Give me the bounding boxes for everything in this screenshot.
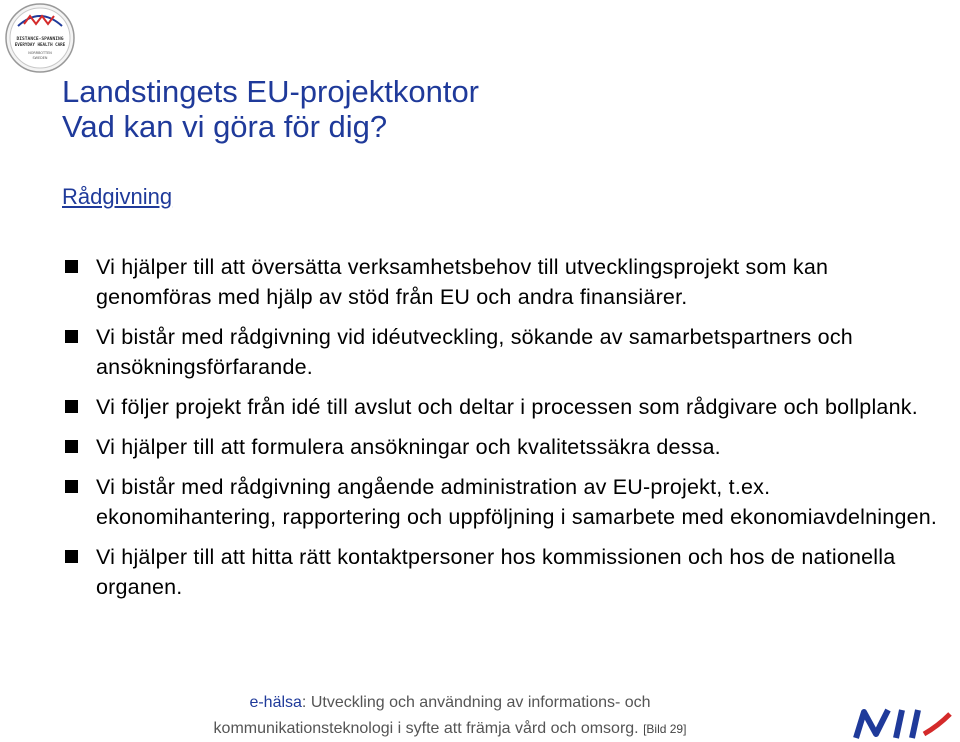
distance-spanning-logo bbox=[4, 2, 76, 74]
title-line-1: Landstingets EU-projektkontor bbox=[62, 74, 480, 109]
bullet-square-icon bbox=[65, 260, 78, 273]
bullet-square-icon bbox=[65, 550, 78, 563]
section-heading: Rådgivning bbox=[62, 184, 173, 209]
bullet-text: Vi bistår med rådgivning vid idéutveckling, sökande av samarbetspartners och ansökningsförfarande. bbox=[96, 325, 853, 379]
svg-text:DISTANCE-SPANNING: DISTANCE-SPANNING bbox=[16, 37, 64, 42]
footer-line-2 bbox=[170, 716, 730, 742]
bullet-text: Vi följer projekt från idé till avslut och deltar i processen som rådgivare och bollplank. bbox=[96, 395, 918, 419]
svg-text:SWEDEN: SWEDEN bbox=[32, 56, 48, 60]
bullet-item bbox=[62, 472, 947, 532]
slide-number: [Bild 29] bbox=[643, 722, 687, 736]
bullet-item bbox=[62, 252, 947, 312]
bullet-square-icon bbox=[65, 400, 78, 413]
bullet-text: Vi bistår med rådgivning angående administration av EU-projekt, t.ex. ekonomihantering, rapportering och uppföljning i samarbete med ekonomiavdelningen. bbox=[96, 475, 938, 529]
footer bbox=[170, 690, 730, 742]
bullet-square-icon bbox=[65, 480, 78, 493]
bullet-text: Vi hjälper till att hitta rätt kontaktpersoner hos kommissionen och hos de nationella organen. bbox=[96, 545, 896, 599]
page-title bbox=[62, 74, 479, 144]
svg-text:NORRBOTTEN: NORRBOTTEN bbox=[28, 51, 52, 55]
logo-circle-icon bbox=[4, 2, 76, 74]
bullet-text: Vi hjälper till att formulera ansökningar och kvalitetssäkra dessa. bbox=[96, 435, 721, 459]
bullet-square-icon bbox=[65, 440, 78, 453]
bullet-item bbox=[62, 392, 947, 422]
footer-brand: e-hälsa bbox=[249, 694, 302, 711]
footer-text-1: : Utveckling och användning av informations- och bbox=[301, 694, 651, 711]
bullet-list bbox=[62, 252, 947, 612]
county-council-logo bbox=[850, 704, 954, 742]
title-line-2: Vad kan vi göra för dig? bbox=[62, 109, 388, 144]
bullet-item bbox=[62, 432, 947, 462]
bullet-text: Vi hjälper till att översätta verksamhetsbehov till utvecklingsprojekt som kan genomföras med hjälp av stöd från EU och andra finansiärer. bbox=[96, 255, 829, 309]
svg-text:EVERYDAY HEALTH CARE: EVERYDAY HEALTH CARE bbox=[14, 42, 66, 47]
nll-logo-icon bbox=[850, 704, 954, 742]
footer-text-2: kommunikationsteknologi i syfte att främja vård och omsorg. bbox=[213, 720, 639, 737]
footer-line-1 bbox=[170, 690, 730, 716]
bullet-item bbox=[62, 542, 947, 602]
bullet-item bbox=[62, 322, 947, 382]
bullet-square-icon bbox=[65, 330, 78, 343]
